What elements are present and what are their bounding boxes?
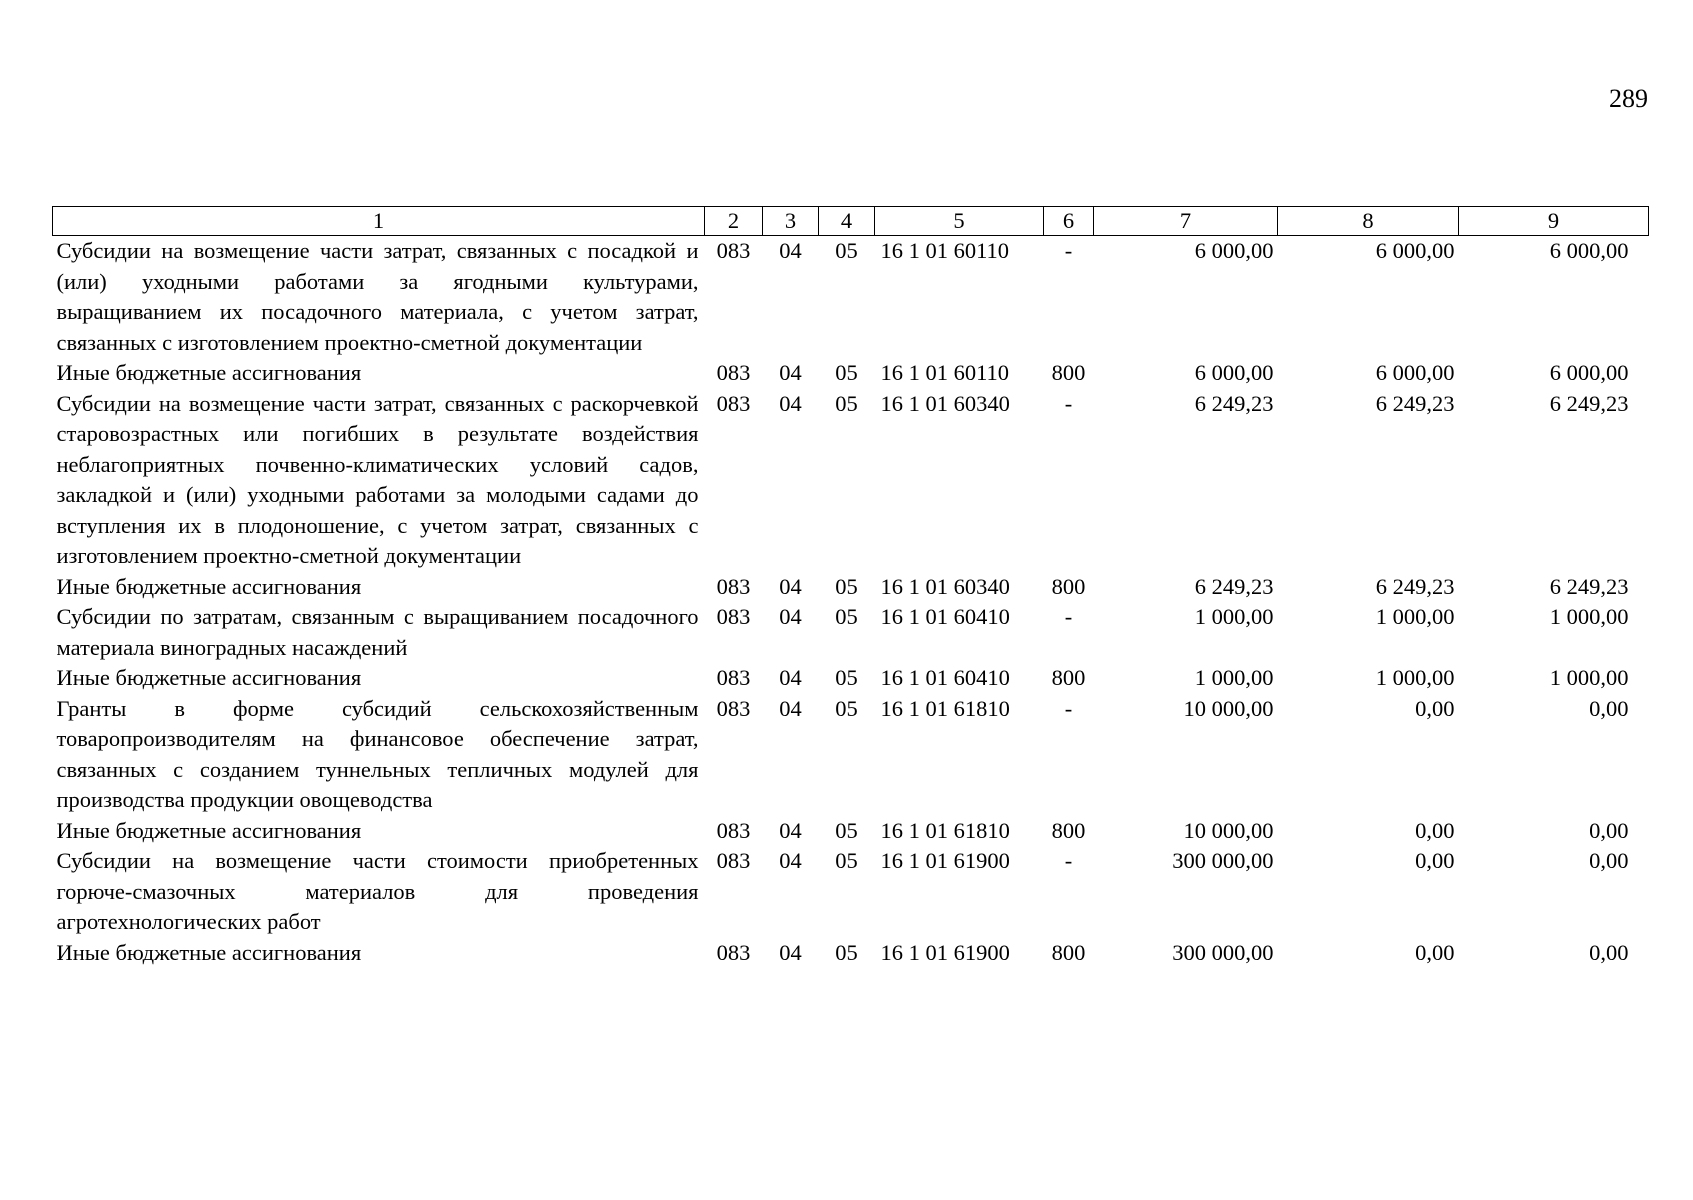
column-header: 2 [705, 207, 763, 236]
table-header-row [53, 207, 1649, 236]
cell-ministry-code: 083 [716, 939, 751, 965]
cell-section: 04 [779, 360, 802, 385]
cell-amount-col8: 6 000,00 [1375, 238, 1455, 263]
row-description: Иные бюджетные ассигнования [56, 573, 362, 599]
row-description: Субсидии на возмещение части затрат, связанных с посадкой и (или) уходными работами за ягодными культурами, выращиванием их посадочного материала, с учетом затрат, связанных с изготовлением проектно-сметной документации [56, 238, 699, 355]
table-row [53, 389, 1649, 572]
cell-amount-col7: 6 249,23 [1194, 390, 1274, 416]
cell-amount-col8: 1 000,00 [1375, 665, 1455, 690]
cell-amount-col8: 6 249,23 [1375, 390, 1455, 416]
cell-ministry-code: 083 [716, 360, 751, 385]
cell-amount-col8: 0,00 [1415, 695, 1455, 721]
cell-amount-col9: 6 000,00 [1549, 360, 1629, 385]
cell-ministry-code: 083 [716, 665, 751, 690]
cell-amount-col7: 10 000,00 [1183, 695, 1274, 721]
cell-amount-col9: 6 249,23 [1549, 390, 1629, 416]
cell-expense-type: - [1064, 238, 1073, 263]
cell-ministry-code: 083 [716, 573, 751, 599]
cell-ministry-code: 083 [716, 238, 751, 263]
cell-expense-type: 800 [1051, 939, 1086, 965]
column-header: 1 [53, 207, 705, 236]
cell-amount-col9: 0,00 [1589, 695, 1629, 721]
cell-target-article: 16 1 01 60410 [880, 665, 1010, 690]
cell-amount-col7: 1 000,00 [1194, 604, 1274, 629]
cell-target-article: 16 1 01 61900 [880, 848, 1010, 873]
cell-section: 04 [779, 604, 802, 629]
cell-target-article: 16 1 01 61810 [880, 695, 1010, 721]
cell-target-article: 16 1 01 61900 [880, 939, 1010, 965]
cell-expense-type: - [1064, 604, 1073, 629]
cell-section: 04 [779, 390, 802, 416]
column-header: 5 [875, 207, 1044, 236]
cell-amount-col7: 1 000,00 [1194, 665, 1274, 690]
row-description: Субсидии на возмещение части затрат, связанных с раскорчевкой старовозрастных или погибших в результате воздействия неблагоприятных почвенно-климатических условий садов, закладкой и (или) уходными работами за молодыми садами до вступления их в плодоношение, с учетом затрат, связанных с изготовлением проектно-сметной документации [56, 390, 699, 568]
cell-section: 04 [779, 939, 802, 965]
cell-ministry-code: 083 [716, 848, 751, 873]
cell-target-article: 16 1 01 60110 [880, 238, 1010, 263]
cell-amount-col7: 6 000,00 [1194, 238, 1274, 263]
cell-expense-type: 800 [1051, 665, 1086, 690]
cell-ministry-code: 083 [716, 817, 751, 843]
cell-amount-col7: 6 249,23 [1194, 573, 1274, 599]
cell-subsection: 05 [835, 695, 858, 721]
cell-amount-col9: 1 000,00 [1549, 665, 1629, 690]
column-header: 8 [1278, 207, 1459, 236]
cell-amount-col7: 6 000,00 [1194, 360, 1274, 385]
row-description: Гранты в форме субсидий сельскохозяйственным товаропроизводителям на финансовое обеспечение затрат, связанных с созданием туннельных тепличных модулей для производства продукции овощеводства [56, 695, 699, 812]
table-row [53, 663, 1649, 694]
cell-expense-type: 800 [1051, 817, 1086, 843]
cell-amount-col9: 0,00 [1589, 848, 1629, 873]
cell-amount-col8: 6 249,23 [1375, 573, 1455, 599]
row-description: Иные бюджетные ассигнования [56, 665, 362, 690]
cell-amount-col8: 6 000,00 [1375, 360, 1455, 385]
column-header: 7 [1094, 207, 1278, 236]
cell-subsection: 05 [835, 360, 858, 385]
table-row [53, 236, 1649, 359]
column-header: 6 [1044, 207, 1094, 236]
table-row [53, 938, 1649, 969]
column-header: 9 [1459, 207, 1649, 236]
column-header: 3 [763, 207, 819, 236]
cell-expense-type: - [1064, 695, 1073, 721]
cell-subsection: 05 [835, 848, 858, 873]
table-row [53, 846, 1649, 938]
cell-ministry-code: 083 [716, 695, 751, 721]
cell-subsection: 05 [835, 238, 858, 263]
cell-amount-col9: 0,00 [1589, 817, 1629, 843]
budget-table [52, 206, 1649, 968]
cell-target-article: 16 1 01 60340 [880, 573, 1010, 599]
cell-expense-type: 800 [1051, 573, 1086, 599]
table-row [53, 602, 1649, 663]
cell-amount-col9: 6 249,23 [1549, 573, 1629, 599]
cell-expense-type: - [1064, 848, 1073, 873]
cell-target-article: 16 1 01 61810 [880, 817, 1010, 843]
cell-subsection: 05 [835, 665, 858, 690]
cell-expense-type: 800 [1051, 360, 1086, 385]
cell-amount-col7: 300 000,00 [1172, 939, 1274, 965]
cell-ministry-code: 083 [716, 390, 751, 416]
cell-amount-col9: 0,00 [1589, 939, 1629, 965]
cell-amount-col8: 0,00 [1415, 939, 1455, 965]
cell-target-article: 16 1 01 60340 [880, 390, 1010, 416]
row-description: Иные бюджетные ассигнования [56, 939, 362, 965]
cell-section: 04 [779, 573, 802, 599]
table-row [53, 358, 1649, 389]
cell-subsection: 05 [835, 939, 858, 965]
table-row [53, 572, 1649, 603]
column-header: 4 [819, 207, 875, 236]
cell-expense-type: - [1064, 390, 1073, 416]
cell-amount-col9: 6 000,00 [1549, 238, 1629, 263]
cell-target-article: 16 1 01 60410 [880, 604, 1010, 629]
row-description: Субсидии по затратам, связанным с выращиванием посадочного материала виноградных насаждений [56, 604, 699, 660]
table-row [53, 816, 1649, 847]
cell-subsection: 05 [835, 817, 858, 843]
cell-amount-col8: 0,00 [1415, 848, 1455, 873]
cell-amount-col8: 0,00 [1415, 817, 1455, 843]
row-description: Субсидии на возмещение части стоимости приобретенных горюче-смазочных материалов для проведения агротехнологических работ [56, 848, 699, 934]
cell-section: 04 [779, 665, 802, 690]
cell-target-article: 16 1 01 60110 [880, 360, 1010, 385]
cell-subsection: 05 [835, 604, 858, 629]
cell-ministry-code: 083 [716, 604, 751, 629]
row-description: Иные бюджетные ассигнования [56, 817, 362, 843]
table-row [53, 694, 1649, 816]
cell-amount-col9: 1 000,00 [1549, 604, 1629, 629]
cell-section: 04 [779, 695, 802, 721]
cell-amount-col7: 10 000,00 [1183, 817, 1274, 843]
cell-section: 04 [779, 817, 802, 843]
row-description: Иные бюджетные ассигнования [56, 360, 362, 385]
page-number: 289 [1609, 84, 1648, 113]
cell-subsection: 05 [835, 390, 858, 416]
cell-subsection: 05 [835, 573, 858, 599]
cell-amount-col7: 300 000,00 [1172, 848, 1274, 873]
cell-amount-col8: 1 000,00 [1375, 604, 1455, 629]
cell-section: 04 [779, 848, 802, 873]
cell-section: 04 [779, 238, 802, 263]
